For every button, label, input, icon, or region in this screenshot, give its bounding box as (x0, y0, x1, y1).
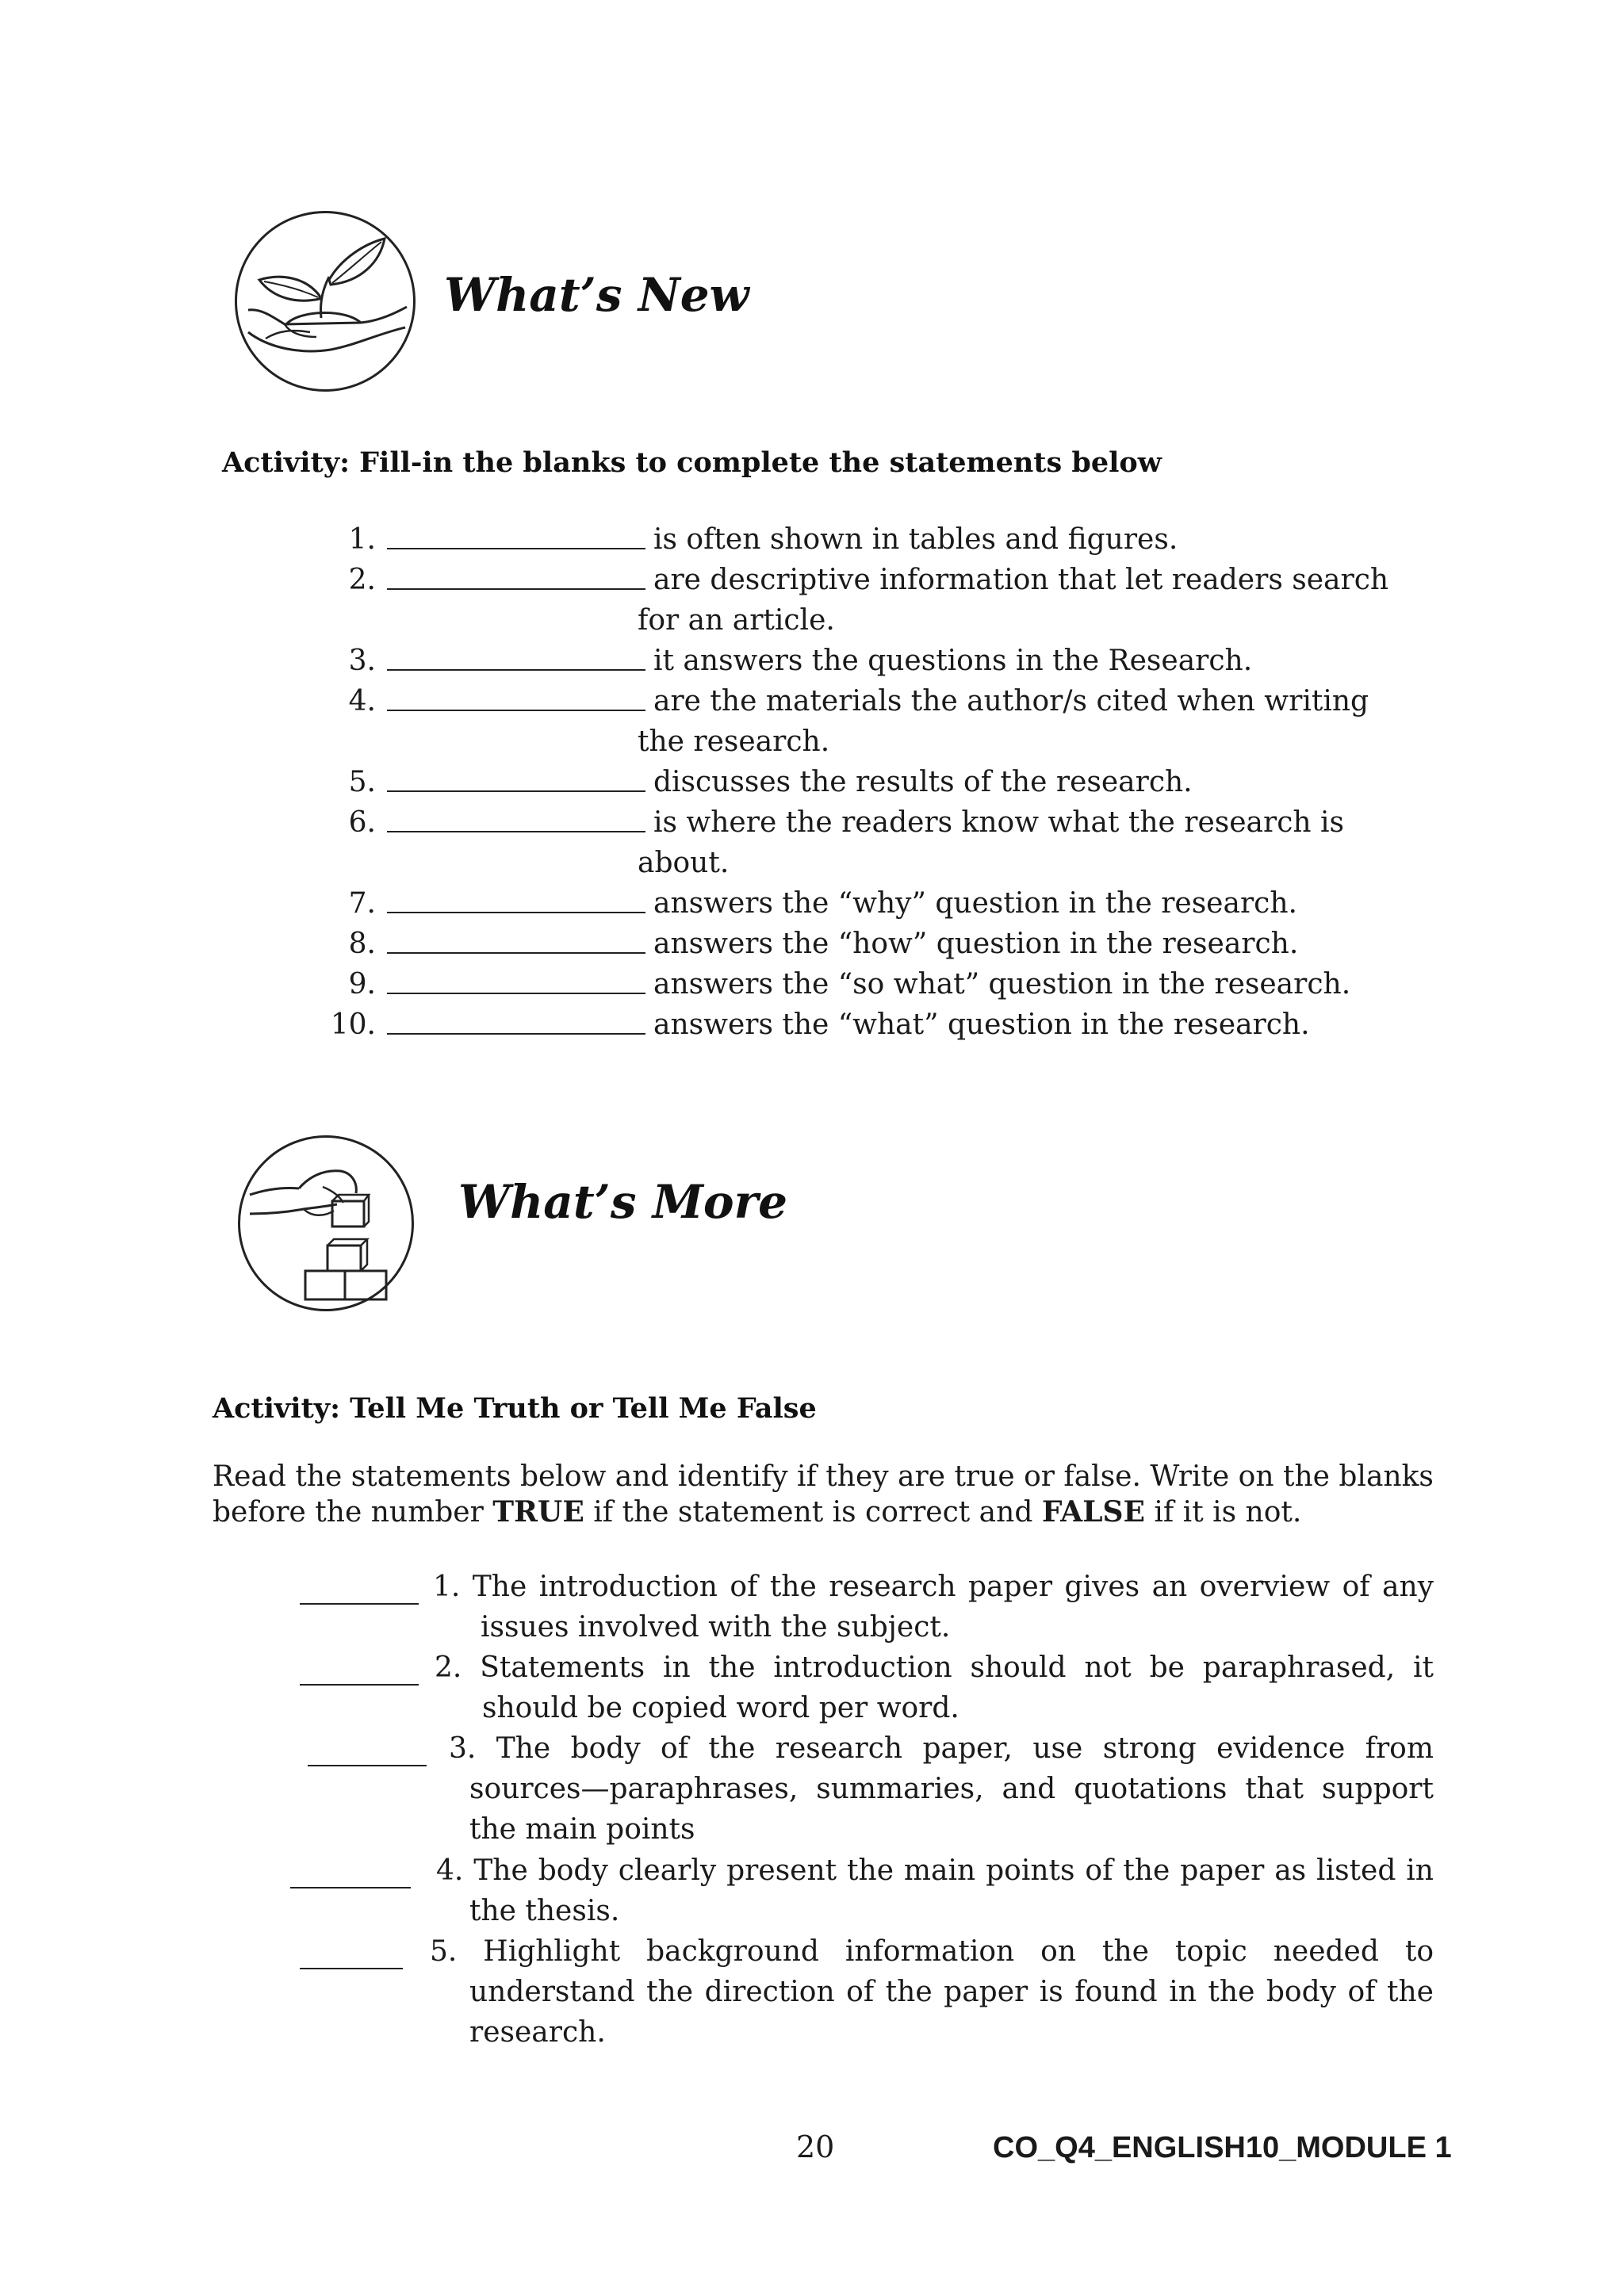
list-item (327, 964, 1437, 1004)
answer-blank[interactable] (387, 924, 645, 954)
list-item (327, 802, 1437, 843)
item-text: are descriptive information that let readers search (653, 564, 1389, 596)
answer-blank[interactable] (300, 1682, 419, 1686)
item-continuation: the research. (638, 725, 830, 758)
true-keyword: TRUE (492, 1495, 584, 1529)
list-item (327, 883, 1437, 924)
false-keyword: FALSE (1041, 1495, 1145, 1529)
item-text: answers the “how” question in the research. (653, 928, 1299, 960)
answer-blank[interactable] (387, 964, 645, 994)
list-item (436, 1850, 1434, 1931)
item-text: answers the “why” question in the research. (653, 887, 1297, 920)
module-code: CO_Q4_ENGLISH10_MODULE 1 (993, 2131, 1452, 2164)
item-continuation: issues involved with the subject. (481, 1611, 951, 1644)
list-item (327, 924, 1437, 964)
list-item (430, 1931, 1434, 2053)
item-number: 6. (348, 806, 376, 839)
page-number: 20 (796, 2130, 835, 2164)
item-text: answers the “what” question in the research. (653, 1008, 1310, 1041)
item-number: 3. (348, 645, 376, 677)
item-number: 8. (348, 928, 376, 960)
answer-blank[interactable] (387, 802, 645, 832)
item-text: answers the “so what” question in the research. (653, 968, 1351, 1001)
item-continuation: sources—paraphrases, summaries, and quotations that support the main points (469, 1773, 1434, 1846)
fill-in-list (327, 519, 1437, 1045)
whats-more-title: What’s More (458, 1175, 788, 1229)
whats-new-activity-heading: Activity: Fill-in the blanks to complete the statements below (222, 446, 1162, 479)
item-text: discusses the results of the research. (653, 766, 1193, 798)
list-item (327, 641, 1437, 681)
item-text: are the materials the author/s cited when writing (653, 685, 1369, 718)
instructions-text: if the statement is correct and (584, 1496, 1042, 1529)
item-continuation: about. (638, 847, 730, 879)
list-item (435, 1647, 1434, 1728)
item-text: 2. Statements in the introduction should not be paraphrased, it (435, 1651, 1434, 1684)
instructions-text: Read the statements below and identify if they are true or false. Write on the blanks before the number (213, 1460, 1434, 1529)
answer-blank[interactable] (387, 883, 645, 913)
whats-more-activity-heading: Activity: Tell Me Truth or Tell Me False (213, 1392, 817, 1425)
item-text: 3. The body of the research paper, use strong evidence from (449, 1732, 1434, 1765)
answer-blank[interactable] (387, 519, 645, 549)
answer-blank[interactable] (300, 1966, 403, 1969)
item-continuation: should be copied word per word. (482, 1692, 959, 1724)
hand-stacking-blocks-icon (238, 1135, 414, 1311)
item-text: 1. The introduction of the research paper gives an overview of any (433, 1571, 1434, 1603)
answer-blank[interactable] (387, 762, 645, 792)
item-number: 5. (348, 766, 376, 798)
item-continuation: understand the direction of the paper is found in the body of the research. (469, 1976, 1434, 2049)
list-item (449, 1728, 1434, 1850)
instructions-text: if it is not. (1144, 1496, 1302, 1529)
whats-new-title: What’s New (444, 268, 749, 322)
list-item (327, 560, 1437, 600)
item-number: 7. (348, 887, 376, 920)
item-continuation: the thesis. (469, 1895, 620, 1927)
list-item (433, 1567, 1434, 1647)
answer-blank[interactable] (387, 681, 645, 711)
list-item (327, 1004, 1437, 1045)
instructions-paragraph (213, 1459, 1434, 1530)
list-item (327, 681, 1437, 721)
plant-in-hand-icon (235, 211, 416, 392)
item-text: it answers the questions in the Research. (653, 645, 1253, 677)
answer-blank[interactable] (387, 560, 645, 590)
answer-blank[interactable] (387, 1004, 645, 1035)
item-number: 1. (348, 523, 376, 556)
item-text: is often shown in tables and figures. (653, 523, 1178, 556)
item-text: 4. The body clearly present the main points of the paper as listed in (436, 1854, 1434, 1887)
answer-blank[interactable] (387, 641, 645, 671)
answer-blank[interactable] (300, 1601, 419, 1605)
answer-blank[interactable] (290, 1885, 411, 1888)
item-number: 4. (348, 685, 376, 718)
list-item (327, 762, 1437, 802)
item-text: 5. Highlight background information on the topic needed to (430, 1935, 1434, 1968)
list-item (327, 519, 1437, 560)
item-text: is where the readers know what the research is (653, 806, 1344, 839)
item-number: 2. (348, 564, 376, 596)
item-number: 9. (348, 968, 376, 1001)
item-continuation: for an article. (638, 604, 835, 637)
answer-blank[interactable] (308, 1763, 427, 1766)
item-number: 10. (330, 1008, 376, 1041)
